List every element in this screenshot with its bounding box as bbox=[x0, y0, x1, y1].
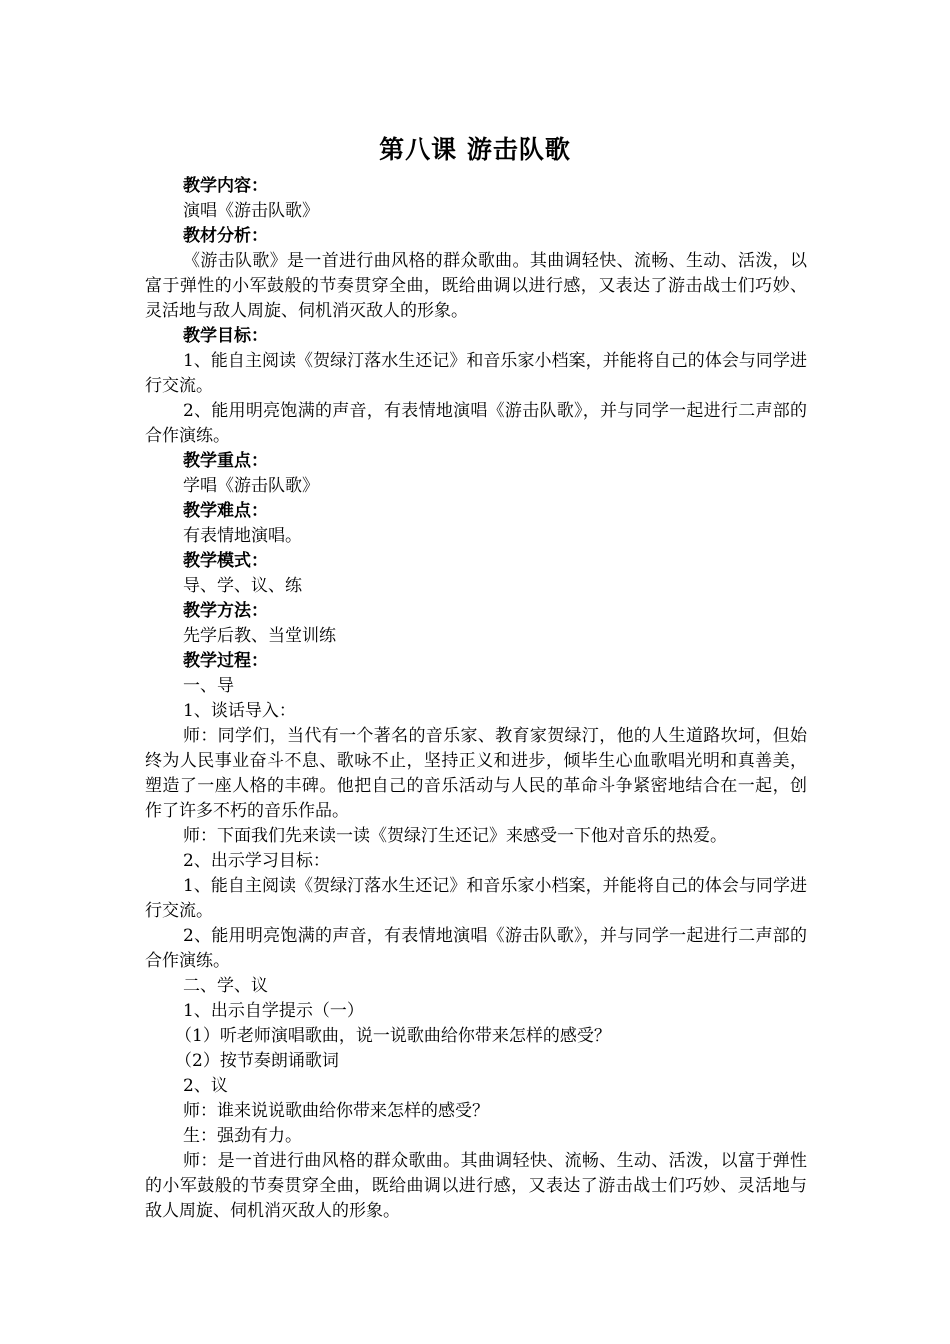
process-line-3: 师：同学们，当代有一个著名的音乐家、教育家贺绿汀，他的人生道路坎坷，但始终为人民事业奋斗不息、歌咏不止，坚持正义和进步，倾毕生心血歌唱光明和真善美，塑造了一座人格的丰碑。他把自己的音乐活动与人民的革命斗争紧密地结合在一起，创作了许多不朽的音乐作品。 bbox=[145, 726, 807, 821]
paragraph-key: 学唱《游击队歌》 bbox=[183, 476, 319, 496]
process-line-6: 1、能自主阅读《贺绿汀落水生还记》和音乐家小档案，并能将自己的体会与同学进行交流。 bbox=[145, 876, 807, 921]
page-title: 第八课 游击队歌 bbox=[379, 135, 571, 164]
process-line-1: 一、导 bbox=[183, 676, 234, 696]
process-line-13: 师：谁来说说歌曲给你带来怎样的感受？ bbox=[183, 1101, 489, 1121]
section-heading-key: 教学重点： bbox=[183, 451, 268, 471]
process-line-5: 2、出示学习目标： bbox=[183, 851, 330, 871]
process-line-9: 1、出示自学提示（一） bbox=[183, 1001, 364, 1021]
process-line-14: 生：强劲有力。 bbox=[183, 1126, 302, 1146]
document-body bbox=[145, 174, 807, 1224]
section-heading-analysis: 教材分析： bbox=[183, 226, 268, 246]
section-heading-difficulty: 教学难点： bbox=[183, 501, 268, 521]
section-heading-mode: 教学模式： bbox=[183, 551, 268, 571]
section-heading-process: 教学过程： bbox=[183, 651, 268, 671]
paragraph-content: 演唱《游击队歌》 bbox=[183, 201, 319, 221]
process-line-2: 1、谈话导入： bbox=[183, 701, 296, 721]
process-line-4: 师：下面我们先来读一读《贺绿汀生还记》来感受一下他对音乐的热爱。 bbox=[183, 826, 727, 846]
process-line-7: 2、能用明亮饱满的声音，有表情地演唱《游击队歌》，并与同学一起进行二声部的合作演练。 bbox=[145, 926, 807, 971]
section-heading-goals: 教学目标： bbox=[183, 326, 268, 346]
paragraph-analysis: 《游击队歌》是一首进行曲风格的群众歌曲。其曲调轻快、流畅、生动、活泼，以富于弹性的小军鼓般的节奏贯穿全曲，既给曲调以进行感，又表达了游击战士们巧妙、灵活地与敌人周旋、伺机消灭敌人的形象。 bbox=[145, 251, 807, 321]
paragraph-method: 先学后教、当堂训练 bbox=[183, 626, 336, 646]
paragraph-mode: 导、学、议、练 bbox=[183, 576, 302, 596]
paragraph-difficulty: 有表情地演唱。 bbox=[183, 526, 302, 546]
section-heading-content: 教学内容： bbox=[183, 176, 268, 196]
process-line-12: 2、议 bbox=[183, 1076, 228, 1096]
paragraph-goal-1: 1、能自主阅读《贺绿汀落水生还记》和音乐家小档案，并能将自己的体会与同学进行交流。 bbox=[145, 351, 807, 396]
section-heading-method: 教学方法： bbox=[183, 601, 268, 621]
paragraph-goal-2: 2、能用明亮饱满的声音，有表情地演唱《游击队歌》，并与同学一起进行二声部的合作演练。 bbox=[145, 401, 807, 446]
process-line-15: 师：是一首进行曲风格的群众歌曲。其曲调轻快、流畅、生动、活泼，以富于弹性的小军鼓般的节奏贯穿全曲，既给曲调以进行感，又表达了游击战士们巧妙、灵活地与敌人周旋、伺机消灭敌人的形象。 bbox=[145, 1151, 807, 1221]
process-line-8: 二、学、议 bbox=[183, 976, 268, 996]
process-line-10: （1）听老师演唱歌曲，说一说歌曲给你带来怎样的感受？ bbox=[175, 1026, 611, 1046]
process-line-11: （2）按节奏朗诵歌词 bbox=[175, 1051, 339, 1071]
